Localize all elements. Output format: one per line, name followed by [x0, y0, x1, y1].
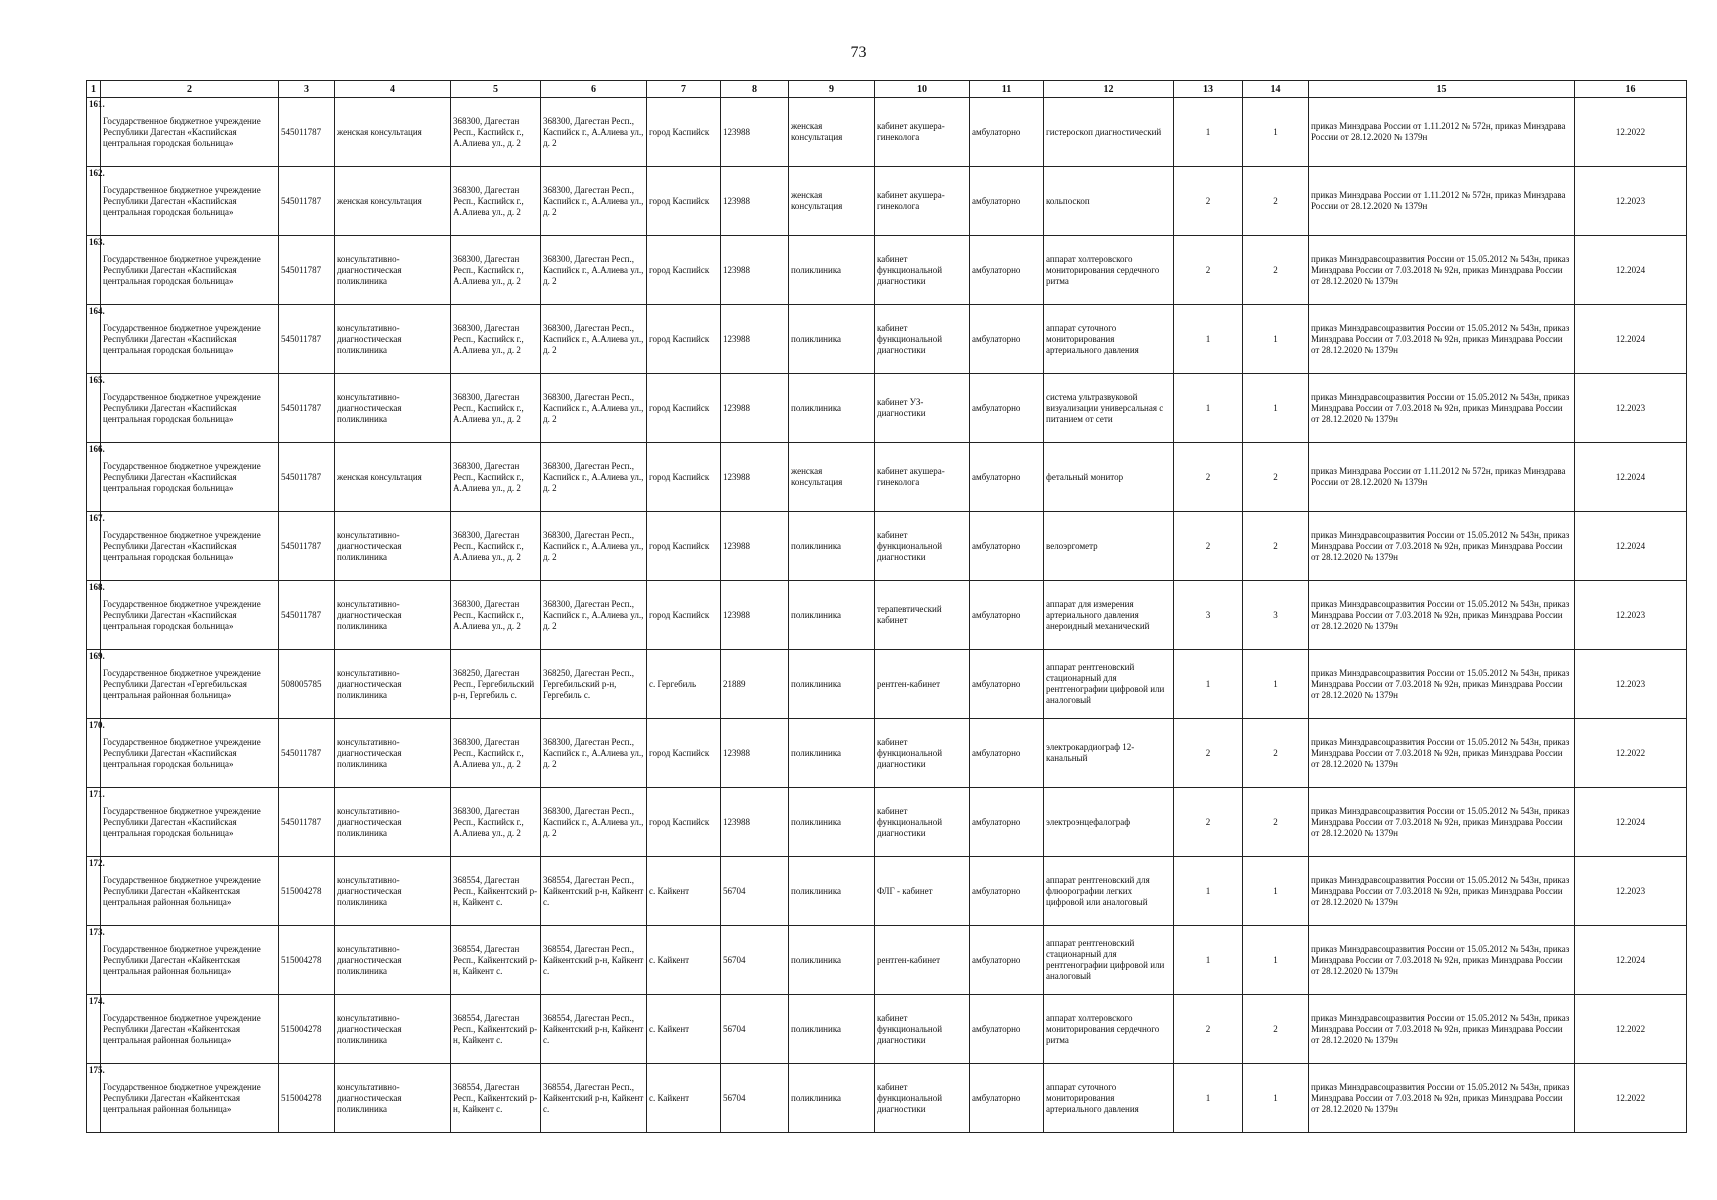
cell-quantity-needed: 1 — [1174, 857, 1243, 926]
cell-room: ФЛГ - кабинет — [875, 857, 970, 926]
cell-settlement: с. Кайкент — [647, 995, 721, 1064]
cell-care-mode: амбулаторно — [970, 305, 1044, 374]
cell-equipment: велоэргометр — [1044, 512, 1174, 581]
cell-settlement: город Каспийск — [647, 581, 721, 650]
cell-organization: Государственное бюджетное учреждение Республики Дагестан «Каспийская центральная городская больница» — [101, 788, 279, 857]
cell-address-legal: 368300, Дагестан Респ., Каспийск г., А.Алиева ул., д. 2 — [451, 443, 541, 512]
cell-legal-basis: приказ Минздравсоцразвития России от 15.05.2012 № 543н, приказ Минздрава России от 7.03.2018 № 92н, приказ Минздрава России от 28.12.2020 № 1379н — [1309, 995, 1575, 1064]
cell-due-date: 12.2024 — [1575, 443, 1687, 512]
cell-equipment: система ультразвуковой визуализации универсальная с питанием от сети — [1044, 374, 1174, 443]
cell-org-code: 545011787 — [279, 581, 335, 650]
cell-room: кабинет УЗ-диагностики — [875, 374, 970, 443]
table-row — [87, 443, 1687, 512]
column-header: 8 — [721, 81, 789, 98]
cell-settlement: город Каспийск — [647, 374, 721, 443]
cell-address-actual: 368554, Дагестан Респ., Кайкентский р-н, Кайкент с. — [541, 857, 647, 926]
cell-address-legal: 368300, Дагестан Респ., Каспийск г., А.Алиева ул., д. 2 — [451, 305, 541, 374]
cell-row-number: 163. — [87, 236, 101, 305]
cell-legal-basis: приказ Минздравсоцразвития России от 15.05.2012 № 543н, приказ Минздрава России от 7.03.2018 № 92н, приказ Минздрава России от 28.12.2020 № 1379н — [1309, 1064, 1575, 1133]
cell-care-mode: амбулаторно — [970, 236, 1044, 305]
cell-care-mode: амбулаторно — [970, 650, 1044, 719]
cell-address-legal: 368554, Дагестан Респ., Кайкентский р-н, Кайкент с. — [451, 1064, 541, 1133]
cell-population: 123988 — [721, 236, 789, 305]
column-header: 1 — [87, 81, 101, 98]
cell-due-date: 12.2023 — [1575, 167, 1687, 236]
cell-care-mode: амбулаторно — [970, 374, 1044, 443]
cell-population: 21889 — [721, 650, 789, 719]
cell-address-legal: 368300, Дагестан Респ., Каспийск г., А.Алиева ул., д. 2 — [451, 236, 541, 305]
cell-care-mode: амбулаторно — [970, 443, 1044, 512]
cell-legal-basis: приказ Минздравсоцразвития России от 15.05.2012 № 543н, приказ Минздрава России от 7.03.2018 № 92н, приказ Минздрава России от 28.12.2020 № 1379н — [1309, 650, 1575, 719]
table-row — [87, 98, 1687, 167]
cell-quantity-planned: 1 — [1243, 650, 1309, 719]
cell-settlement: город Каспийск — [647, 98, 721, 167]
cell-population: 56704 — [721, 1064, 789, 1133]
table-row — [87, 995, 1687, 1064]
cell-row-number: 162. — [87, 167, 101, 236]
cell-settlement: с. Кайкент — [647, 857, 721, 926]
cell-due-date: 12.2023 — [1575, 650, 1687, 719]
cell-unit: консультативно-диагностическая поликлиника — [335, 1064, 451, 1133]
column-header: 6 — [541, 81, 647, 98]
cell-quantity-needed: 1 — [1174, 650, 1243, 719]
cell-address-actual: 368300, Дагестан Респ., Каспийск г., А.Алиева ул., д. 2 — [541, 374, 647, 443]
cell-address-actual: 368554, Дагестан Респ., Кайкентский р-н, Кайкент с. — [541, 995, 647, 1064]
cell-row-number: 169. — [87, 650, 101, 719]
cell-equipment: аппарат рентгеновский стационарный для рентгенографии цифровой или аналоговый — [1044, 650, 1174, 719]
column-header: 11 — [970, 81, 1044, 98]
cell-address-legal: 368300, Дагестан Респ., Каспийск г., А.Алиева ул., д. 2 — [451, 512, 541, 581]
cell-org-code: 545011787 — [279, 512, 335, 581]
cell-population: 123988 — [721, 512, 789, 581]
cell-care-mode: амбулаторно — [970, 98, 1044, 167]
cell-due-date: 12.2024 — [1575, 926, 1687, 995]
cell-quantity-planned: 3 — [1243, 581, 1309, 650]
cell-unit: консультативно-диагностическая поликлиника — [335, 650, 451, 719]
cell-org-code: 545011787 — [279, 98, 335, 167]
cell-address-legal: 368300, Дагестан Респ., Каспийск г., А.Алиева ул., д. 2 — [451, 374, 541, 443]
column-header: 14 — [1243, 81, 1309, 98]
cell-row-number: 168. — [87, 581, 101, 650]
cell-due-date: 12.2023 — [1575, 857, 1687, 926]
column-header: 3 — [279, 81, 335, 98]
table-row — [87, 857, 1687, 926]
column-header: 9 — [789, 81, 875, 98]
cell-row-number: 161. — [87, 98, 101, 167]
cell-quantity-planned: 2 — [1243, 995, 1309, 1064]
cell-quantity-needed: 2 — [1174, 995, 1243, 1064]
cell-address-actual: 368554, Дагестан Респ., Кайкентский р-н, Кайкент с. — [541, 926, 647, 995]
cell-due-date: 12.2022 — [1575, 1064, 1687, 1133]
cell-legal-basis: приказ Минздравсоцразвития России от 15.05.2012 № 543н, приказ Минздрава России от 7.03.2018 № 92н, приказ Минздрава России от 28.12.2020 № 1379н — [1309, 236, 1575, 305]
cell-address-actual: 368300, Дагестан Респ., Каспийск г., А.Алиева ул., д. 2 — [541, 512, 647, 581]
cell-quantity-planned: 2 — [1243, 719, 1309, 788]
cell-population: 56704 — [721, 926, 789, 995]
cell-address-actual: 368300, Дагестан Респ., Каспийск г., А.Алиева ул., д. 2 — [541, 98, 647, 167]
cell-org-code: 545011787 — [279, 374, 335, 443]
cell-unit: женская консультация — [335, 98, 451, 167]
cell-quantity-needed: 2 — [1174, 236, 1243, 305]
cell-due-date: 12.2024 — [1575, 788, 1687, 857]
cell-quantity-needed: 3 — [1174, 581, 1243, 650]
cell-legal-basis: приказ Минздрава России от 1.11.2012 № 572н, приказ Минздрава России от 28.12.2020 № 1379н — [1309, 167, 1575, 236]
table-row — [87, 305, 1687, 374]
cell-quantity-needed: 1 — [1174, 374, 1243, 443]
cell-room: кабинет функциональной диагностики — [875, 995, 970, 1064]
cell-due-date: 12.2022 — [1575, 995, 1687, 1064]
table-row — [87, 512, 1687, 581]
cell-quantity-needed: 1 — [1174, 926, 1243, 995]
cell-quantity-planned: 2 — [1243, 236, 1309, 305]
cell-address-legal: 368554, Дагестан Респ., Кайкентский р-н, Кайкент с. — [451, 926, 541, 995]
column-header: 10 — [875, 81, 970, 98]
cell-org-code: 545011787 — [279, 167, 335, 236]
cell-address-actual: 368300, Дагестан Респ., Каспийск г., А.Алиева ул., д. 2 — [541, 305, 647, 374]
cell-quantity-needed: 1 — [1174, 1064, 1243, 1133]
cell-quantity-planned: 1 — [1243, 98, 1309, 167]
cell-unit: консультативно-диагностическая поликлиника — [335, 305, 451, 374]
cell-population: 123988 — [721, 167, 789, 236]
cell-org-code: 515004278 — [279, 995, 335, 1064]
cell-care-mode: амбулаторно — [970, 995, 1044, 1064]
cell-row-number: 174. — [87, 995, 101, 1064]
table-row — [87, 374, 1687, 443]
cell-organization: Государственное бюджетное учреждение Республики Дагестан «Каспийская центральная городская больница» — [101, 98, 279, 167]
cell-settlement: город Каспийск — [647, 236, 721, 305]
cell-room: рентген-кабинет — [875, 926, 970, 995]
cell-population: 123988 — [721, 788, 789, 857]
cell-quantity-planned: 2 — [1243, 788, 1309, 857]
cell-equipment: аппарат холтеровского мониторирования сердечного ритма — [1044, 995, 1174, 1064]
table-row — [87, 719, 1687, 788]
cell-address-legal: 368300, Дагестан Респ., Каспийск г., А.Алиева ул., д. 2 — [451, 167, 541, 236]
cell-legal-basis: приказ Минздравсоцразвития России от 15.05.2012 № 543н, приказ Минздрава России от 7.03.2018 № 92н, приказ Минздрава России от 28.12.2020 № 1379н — [1309, 305, 1575, 374]
cell-unit-type: поликлиника — [789, 512, 875, 581]
column-header: 5 — [451, 81, 541, 98]
cell-quantity-planned: 1 — [1243, 305, 1309, 374]
header-row — [87, 81, 1687, 98]
cell-address-legal: 368300, Дагестан Респ., Каспийск г., А.Алиева ул., д. 2 — [451, 788, 541, 857]
cell-unit-type: поликлиника — [789, 581, 875, 650]
cell-organization: Государственное бюджетное учреждение Республики Дагестан «Кайкентская центральная районная больница» — [101, 995, 279, 1064]
cell-quantity-needed: 2 — [1174, 719, 1243, 788]
cell-population: 123988 — [721, 581, 789, 650]
cell-room: кабинет акушера-гинеколога — [875, 98, 970, 167]
cell-population: 123988 — [721, 98, 789, 167]
cell-unit-type: поликлиника — [789, 1064, 875, 1133]
cell-address-legal: 368554, Дагестан Респ., Кайкентский р-н, Кайкент с. — [451, 857, 541, 926]
cell-legal-basis: приказ Минздравсоцразвития России от 15.05.2012 № 543н, приказ Минздрава России от 7.03.2018 № 92н, приказ Минздрава России от 28.12.2020 № 1379н — [1309, 512, 1575, 581]
cell-equipment: аппарат для измерения артериального давления анероидный механический — [1044, 581, 1174, 650]
cell-unit: консультативно-диагностическая поликлиника — [335, 581, 451, 650]
cell-unit: женская консультация — [335, 167, 451, 236]
cell-org-code: 515004278 — [279, 926, 335, 995]
cell-due-date: 12.2022 — [1575, 98, 1687, 167]
table-row — [87, 1064, 1687, 1133]
cell-organization: Государственное бюджетное учреждение Республики Дагестан «Кайкентская центральная районная больница» — [101, 926, 279, 995]
cell-organization: Государственное бюджетное учреждение Республики Дагестан «Гергебильская центральная районная больница» — [101, 650, 279, 719]
cell-legal-basis: приказ Минздравсоцразвития России от 15.05.2012 № 543н, приказ Минздрава России от 7.03.2018 № 92н, приказ Минздрава России от 28.12.2020 № 1379н — [1309, 857, 1575, 926]
cell-organization: Государственное бюджетное учреждение Республики Дагестан «Каспийская центральная городская больница» — [101, 305, 279, 374]
table-row — [87, 581, 1687, 650]
cell-address-actual: 368300, Дагестан Респ., Каспийск г., А.Алиева ул., д. 2 — [541, 236, 647, 305]
cell-settlement: город Каспийск — [647, 788, 721, 857]
cell-equipment: электроэнцефалограф — [1044, 788, 1174, 857]
cell-address-legal: 368554, Дагестан Респ., Кайкентский р-н, Кайкент с. — [451, 995, 541, 1064]
cell-unit: консультативно-диагностическая поликлиника — [335, 926, 451, 995]
cell-address-legal: 368300, Дагестан Респ., Каспийск г., А.Алиева ул., д. 2 — [451, 719, 541, 788]
cell-unit: женская консультация — [335, 443, 451, 512]
cell-address-legal: 368300, Дагестан Респ., Каспийск г., А.Алиева ул., д. 2 — [451, 98, 541, 167]
table-body — [87, 98, 1687, 1133]
cell-quantity-planned: 2 — [1243, 443, 1309, 512]
cell-legal-basis: приказ Минздравсоцразвития России от 15.05.2012 № 543н, приказ Минздрава России от 7.03.2018 № 92н, приказ Минздрава России от 28.12.2020 № 1379н — [1309, 719, 1575, 788]
cell-settlement: город Каспийск — [647, 305, 721, 374]
cell-equipment: фетальный монитор — [1044, 443, 1174, 512]
cell-quantity-needed: 2 — [1174, 167, 1243, 236]
cell-quantity-planned: 2 — [1243, 167, 1309, 236]
cell-equipment: аппарат рентгеновский для флюорографии легких цифровой или аналоговый — [1044, 857, 1174, 926]
cell-organization: Государственное бюджетное учреждение Республики Дагестан «Каспийская центральная городская больница» — [101, 581, 279, 650]
cell-quantity-planned: 1 — [1243, 1064, 1309, 1133]
cell-row-number: 175. — [87, 1064, 101, 1133]
cell-unit-type: поликлиника — [789, 650, 875, 719]
cell-population: 123988 — [721, 443, 789, 512]
cell-unit-type: поликлиника — [789, 305, 875, 374]
cell-equipment: кольпоскоп — [1044, 167, 1174, 236]
cell-settlement: с. Гергебиль — [647, 650, 721, 719]
cell-equipment: аппарат рентгеновский стационарный для рентгенографии цифровой или аналоговый — [1044, 926, 1174, 995]
cell-unit-type: поликлиника — [789, 236, 875, 305]
cell-address-legal: 368300, Дагестан Респ., Каспийск г., А.Алиева ул., д. 2 — [451, 581, 541, 650]
cell-unit: консультативно-диагностическая поликлиника — [335, 512, 451, 581]
cell-row-number: 170. — [87, 719, 101, 788]
cell-quantity-needed: 2 — [1174, 788, 1243, 857]
cell-unit-type: поликлиника — [789, 374, 875, 443]
table-row — [87, 650, 1687, 719]
cell-org-code: 545011787 — [279, 788, 335, 857]
cell-care-mode: амбулаторно — [970, 719, 1044, 788]
cell-care-mode: амбулаторно — [970, 788, 1044, 857]
cell-care-mode: амбулаторно — [970, 167, 1044, 236]
cell-row-number: 166. — [87, 443, 101, 512]
cell-quantity-planned: 1 — [1243, 857, 1309, 926]
cell-unit-type: женская консультация — [789, 443, 875, 512]
cell-due-date: 12.2023 — [1575, 374, 1687, 443]
cell-room: кабинет функциональной диагностики — [875, 305, 970, 374]
cell-due-date: 12.2024 — [1575, 512, 1687, 581]
cell-unit: консультативно-диагностическая поликлиника — [335, 236, 451, 305]
cell-unit-type: поликлиника — [789, 788, 875, 857]
cell-due-date: 12.2023 — [1575, 581, 1687, 650]
cell-row-number: 172. — [87, 857, 101, 926]
cell-quantity-needed: 2 — [1174, 443, 1243, 512]
table-row — [87, 788, 1687, 857]
cell-population: 56704 — [721, 995, 789, 1064]
table-row — [87, 926, 1687, 995]
cell-settlement: город Каспийск — [647, 719, 721, 788]
cell-unit-type: поликлиника — [789, 857, 875, 926]
page-number: 73 — [850, 44, 867, 61]
cell-org-code: 515004278 — [279, 857, 335, 926]
cell-unit: консультативно-диагностическая поликлиника — [335, 719, 451, 788]
cell-unit-type: женская консультация — [789, 167, 875, 236]
cell-legal-basis: приказ Минздравсоцразвития России от 15.05.2012 № 543н, приказ Минздрава России от 7.03.2018 № 92н, приказ Минздрава России от 28.12.2020 № 1379н — [1309, 581, 1575, 650]
cell-organization: Государственное бюджетное учреждение Республики Дагестан «Каспийская центральная городская больница» — [101, 512, 279, 581]
cell-organization: Государственное бюджетное учреждение Республики Дагестан «Каспийская центральная городская больница» — [101, 443, 279, 512]
cell-care-mode: амбулаторно — [970, 581, 1044, 650]
cell-legal-basis: приказ Минздрава России от 1.11.2012 № 572н, приказ Минздрава России от 28.12.2020 № 1379н — [1309, 98, 1575, 167]
cell-organization: Государственное бюджетное учреждение Республики Дагестан «Каспийская центральная городская больница» — [101, 167, 279, 236]
cell-org-code: 545011787 — [279, 443, 335, 512]
cell-address-actual: 368300, Дагестан Респ., Каспийск г., А.Алиева ул., д. 2 — [541, 719, 647, 788]
cell-row-number: 167. — [87, 512, 101, 581]
cell-unit: консультативно-диагностическая поликлиника — [335, 857, 451, 926]
cell-room: терапевтический кабинет — [875, 581, 970, 650]
cell-equipment: аппарат суточного мониторирования артериального давления — [1044, 1064, 1174, 1133]
cell-care-mode: амбулаторно — [970, 926, 1044, 995]
cell-organization: Государственное бюджетное учреждение Республики Дагестан «Каспийская центральная городская больница» — [101, 236, 279, 305]
cell-due-date: 12.2024 — [1575, 305, 1687, 374]
cell-address-actual: 368300, Дагестан Респ., Каспийск г., А.Алиева ул., д. 2 — [541, 581, 647, 650]
cell-row-number: 171. — [87, 788, 101, 857]
column-header: 13 — [1174, 81, 1243, 98]
cell-address-legal: 368250, Дагестан Респ., Гергебильский р-н, Гергебиль с. — [451, 650, 541, 719]
cell-quantity-needed: 1 — [1174, 305, 1243, 374]
table-row — [87, 167, 1687, 236]
cell-room: кабинет акушера-гинеколога — [875, 443, 970, 512]
column-header: 2 — [101, 81, 279, 98]
cell-organization: Государственное бюджетное учреждение Республики Дагестан «Кайкентская центральная районная больница» — [101, 857, 279, 926]
cell-quantity-needed: 1 — [1174, 98, 1243, 167]
cell-room: кабинет функциональной диагностики — [875, 1064, 970, 1133]
cell-row-number: 173. — [87, 926, 101, 995]
cell-unit-type: поликлиника — [789, 719, 875, 788]
cell-address-actual: 368300, Дагестан Респ., Каспийск г., А.Алиева ул., д. 2 — [541, 167, 647, 236]
cell-room: кабинет функциональной диагностики — [875, 788, 970, 857]
cell-unit-type: женская консультация — [789, 98, 875, 167]
cell-care-mode: амбулаторно — [970, 1064, 1044, 1133]
cell-due-date: 12.2022 — [1575, 719, 1687, 788]
column-header: 15 — [1309, 81, 1575, 98]
cell-room: кабинет функциональной диагностики — [875, 512, 970, 581]
cell-unit: консультативно-диагностическая поликлиника — [335, 995, 451, 1064]
cell-population: 56704 — [721, 857, 789, 926]
cell-org-code: 545011787 — [279, 236, 335, 305]
cell-org-code: 545011787 — [279, 719, 335, 788]
cell-row-number: 164. — [87, 305, 101, 374]
cell-settlement: с. Кайкент — [647, 1064, 721, 1133]
cell-address-actual: 368250, Дагестан Респ., Гергебильский р-н, Гергебиль с. — [541, 650, 647, 719]
equipment-table — [86, 80, 1687, 1133]
cell-room: рентген-кабинет — [875, 650, 970, 719]
cell-settlement: город Каспийск — [647, 167, 721, 236]
cell-address-actual: 368300, Дагестан Респ., Каспийск г., А.Алиева ул., д. 2 — [541, 788, 647, 857]
cell-org-code: 515004278 — [279, 1064, 335, 1133]
cell-legal-basis: приказ Минздрава России от 1.11.2012 № 572н, приказ Минздрава России от 28.12.2020 № 1379н — [1309, 443, 1575, 512]
cell-quantity-needed: 2 — [1174, 512, 1243, 581]
cell-quantity-planned: 1 — [1243, 926, 1309, 995]
cell-settlement: с. Кайкент — [647, 926, 721, 995]
cell-unit: консультативно-диагностическая поликлиника — [335, 788, 451, 857]
cell-legal-basis: приказ Минздравсоцразвития России от 15.05.2012 № 543н, приказ Минздрава России от 7.03.2018 № 92н, приказ Минздрава России от 28.12.2020 № 1379н — [1309, 788, 1575, 857]
table-row — [87, 236, 1687, 305]
cell-due-date: 12.2024 — [1575, 236, 1687, 305]
cell-address-actual: 368300, Дагестан Респ., Каспийск г., А.Алиева ул., д. 2 — [541, 443, 647, 512]
cell-equipment: аппарат суточного мониторирования артериального давления — [1044, 305, 1174, 374]
cell-organization: Государственное бюджетное учреждение Республики Дагестан «Каспийская центральная городская больница» — [101, 374, 279, 443]
cell-unit: консультативно-диагностическая поликлиника — [335, 374, 451, 443]
column-header: 12 — [1044, 81, 1174, 98]
cell-address-actual: 368554, Дагестан Респ., Кайкентский р-н, Кайкент с. — [541, 1064, 647, 1133]
cell-org-code: 508005785 — [279, 650, 335, 719]
cell-population: 123988 — [721, 719, 789, 788]
cell-population: 123988 — [721, 374, 789, 443]
cell-settlement: город Каспийск — [647, 512, 721, 581]
cell-quantity-planned: 2 — [1243, 512, 1309, 581]
column-header: 16 — [1575, 81, 1687, 98]
column-header: 7 — [647, 81, 721, 98]
cell-care-mode: амбулаторно — [970, 857, 1044, 926]
cell-care-mode: амбулаторно — [970, 512, 1044, 581]
cell-room: кабинет функциональной диагностики — [875, 719, 970, 788]
cell-room: кабинет акушера-гинеколога — [875, 167, 970, 236]
cell-legal-basis: приказ Минздравсоцразвития России от 15.05.2012 № 543н, приказ Минздрава России от 7.03.2018 № 92н, приказ Минздрава России от 28.12.2020 № 1379н — [1309, 926, 1575, 995]
cell-organization: Государственное бюджетное учреждение Республики Дагестан «Каспийская центральная городская больница» — [101, 719, 279, 788]
cell-equipment: гистероскоп диагностический — [1044, 98, 1174, 167]
cell-equipment: электрокардиограф 12-канальный — [1044, 719, 1174, 788]
cell-room: кабинет функциональной диагностики — [875, 236, 970, 305]
cell-equipment: аппарат холтеровского мониторирования сердечного ритма — [1044, 236, 1174, 305]
cell-org-code: 545011787 — [279, 305, 335, 374]
cell-unit-type: поликлиника — [789, 926, 875, 995]
cell-population: 123988 — [721, 305, 789, 374]
cell-settlement: город Каспийск — [647, 443, 721, 512]
cell-organization: Государственное бюджетное учреждение Республики Дагестан «Кайкентская центральная районная больница» — [101, 1064, 279, 1133]
column-header: 4 — [335, 81, 451, 98]
cell-unit-type: поликлиника — [789, 995, 875, 1064]
cell-quantity-planned: 1 — [1243, 374, 1309, 443]
cell-legal-basis: приказ Минздравсоцразвития России от 15.05.2012 № 543н, приказ Минздрава России от 7.03.2018 № 92н, приказ Минздрава России от 28.12.2020 № 1379н — [1309, 374, 1575, 443]
cell-row-number: 165. — [87, 374, 101, 443]
